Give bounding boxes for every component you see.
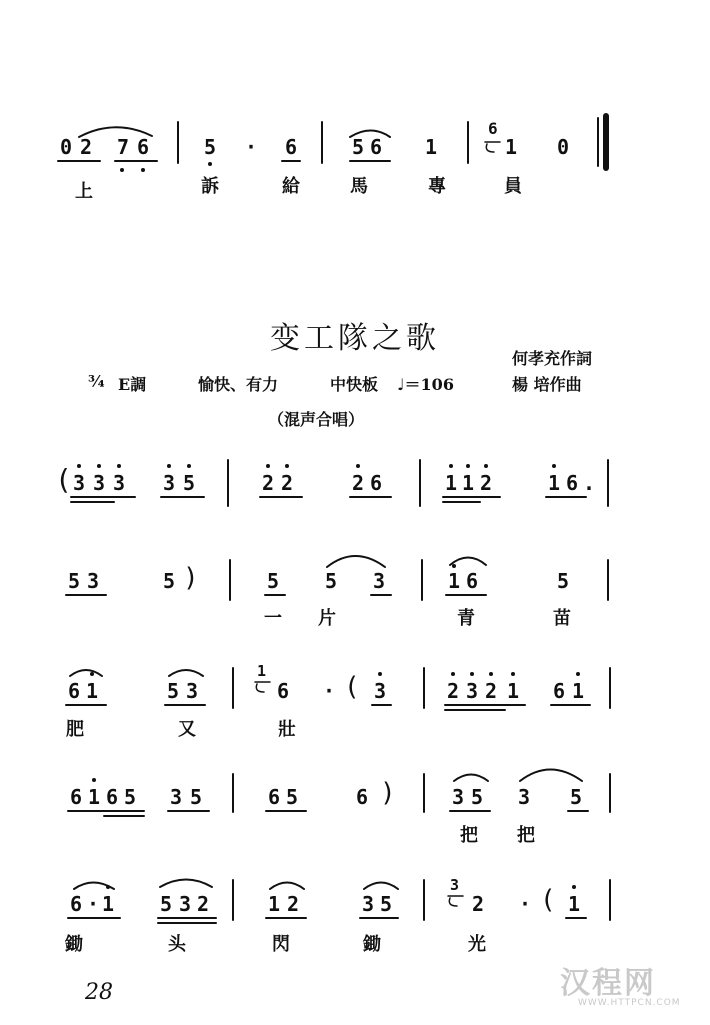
- note: 5: [68, 569, 81, 593]
- octave-dot: [449, 464, 453, 468]
- dot: ·: [519, 892, 532, 916]
- slur: [79, 127, 152, 137]
- watermark-brand: 汉程网: [560, 966, 656, 1001]
- note: 0: [557, 135, 570, 159]
- expression-mark: 愉快、有力: [198, 375, 279, 394]
- note: 6: [466, 569, 479, 593]
- octave-dot: [572, 885, 576, 889]
- lyric: 壯: [278, 719, 296, 740]
- note: 1: [448, 569, 461, 593]
- note: 6: [566, 471, 579, 495]
- close-paren: ): [380, 778, 396, 808]
- octave-dot: [187, 464, 191, 468]
- octave-dot: [92, 778, 96, 782]
- note: 6: [268, 785, 281, 809]
- note: 1: [462, 471, 475, 495]
- note: 3: [466, 679, 479, 703]
- lyric: 訴: [201, 176, 219, 197]
- note: 3: [518, 785, 531, 809]
- octave-dot: [489, 672, 493, 676]
- note: 2: [352, 471, 365, 495]
- slur: [364, 883, 398, 890]
- note: 2: [197, 892, 210, 916]
- tempo-mark: ♩＝106: [397, 375, 454, 394]
- note: 7: [117, 135, 130, 159]
- lyric: 肥: [66, 719, 84, 740]
- note: 1: [548, 471, 561, 495]
- note: 3: [113, 471, 126, 495]
- note: 2: [262, 471, 275, 495]
- lyricist-credit: 何孝充作詞: [512, 349, 593, 368]
- slur: [327, 556, 385, 567]
- note: 2: [80, 135, 93, 159]
- note: 3: [163, 471, 176, 495]
- note: 5: [267, 569, 280, 593]
- open-paren: (: [55, 463, 72, 496]
- octave-dot: [451, 672, 455, 676]
- lyric: 光: [468, 934, 486, 955]
- note: 5: [167, 679, 180, 703]
- tempo-text: 中快板: [330, 375, 379, 394]
- slur: [450, 558, 486, 566]
- note: 6: [370, 135, 383, 159]
- composer-credit: 楊 培作曲: [512, 375, 582, 394]
- note: 5: [380, 892, 393, 916]
- note: 6: [277, 679, 290, 703]
- octave-dot: [484, 464, 488, 468]
- close-paren: ): [183, 563, 199, 593]
- note: 6: [70, 785, 83, 809]
- open-paren: (: [344, 672, 360, 702]
- lyric: 苗: [553, 608, 571, 629]
- note: 2: [472, 892, 485, 916]
- note: 6: [137, 135, 150, 159]
- note: 1: [268, 892, 281, 916]
- grace-note: 3: [450, 876, 460, 894]
- lyric: 青: [457, 608, 475, 629]
- note: 5: [570, 785, 583, 809]
- octave-dot: [576, 672, 580, 676]
- note: 2: [287, 892, 300, 916]
- slur: [350, 131, 390, 138]
- octave-dot: [120, 168, 124, 172]
- note: 1: [102, 892, 115, 916]
- octave-dot: [511, 672, 515, 676]
- song-title: 变工隊之歌: [270, 321, 440, 356]
- note: 1: [425, 135, 438, 159]
- open-paren: (: [540, 885, 556, 915]
- octave-dot: [470, 672, 474, 676]
- octave-dot: [106, 885, 110, 889]
- slur: [70, 670, 102, 676]
- lyric: 上: [75, 181, 93, 202]
- slur: [160, 880, 212, 888]
- note: 1: [507, 679, 520, 703]
- slur: [270, 883, 304, 890]
- note: 6: [285, 135, 298, 159]
- note: 1: [86, 679, 99, 703]
- lyric: 把: [517, 825, 535, 846]
- note: 2: [480, 471, 493, 495]
- note: 3: [362, 892, 375, 916]
- watermark-url: WWW.HTTPCN.COM: [578, 998, 681, 1008]
- note: 3: [373, 569, 386, 593]
- note: 1: [568, 892, 581, 916]
- note: 1: [445, 471, 458, 495]
- note: 6: [370, 471, 383, 495]
- note: 5: [124, 785, 137, 809]
- lyric: 头: [168, 934, 186, 955]
- octave-dot: [466, 464, 470, 468]
- note: 6: [553, 679, 566, 703]
- slur: [520, 770, 582, 782]
- octave-dot: [285, 464, 289, 468]
- octave-dot: [208, 162, 212, 166]
- note: 6: [356, 785, 369, 809]
- note: 1: [88, 785, 101, 809]
- octave-dot: [117, 464, 121, 468]
- slur: [454, 775, 488, 782]
- note: 3: [87, 569, 100, 593]
- grace-note: 6: [488, 119, 498, 138]
- note: ·: [245, 135, 258, 159]
- grace-slur: [256, 684, 264, 692]
- grace-note: 1: [257, 662, 267, 680]
- note: 5: [352, 135, 365, 159]
- octave-dot: [452, 564, 456, 568]
- note: 5: [163, 569, 176, 593]
- note: 3: [452, 785, 465, 809]
- note: 3: [179, 892, 192, 916]
- note: 6: [106, 785, 119, 809]
- note: 5: [183, 471, 196, 495]
- note: 6: [68, 679, 81, 703]
- key-signature: E調: [118, 375, 147, 394]
- performance-note: （混声合唱）: [268, 410, 365, 429]
- dot: ·: [323, 679, 336, 703]
- octave-dot: [77, 464, 81, 468]
- note: 3: [374, 679, 387, 703]
- note: 2: [447, 679, 460, 703]
- grace-slur: [486, 144, 494, 152]
- note: 0: [60, 135, 73, 159]
- octave-dot: [167, 464, 171, 468]
- note: 3: [186, 679, 199, 703]
- lyric: 給: [282, 176, 300, 197]
- octave-dot: [90, 672, 94, 676]
- dot: .: [583, 471, 596, 495]
- octave-dot: [97, 464, 101, 468]
- lyric: 閃: [272, 934, 290, 955]
- note: 3: [170, 785, 183, 809]
- lyric: 把: [460, 825, 478, 846]
- octave-dot: [266, 464, 270, 468]
- note: 5: [160, 892, 173, 916]
- lyric: 又: [178, 719, 196, 740]
- note: 2: [485, 679, 498, 703]
- note: 5: [286, 785, 299, 809]
- lyric: 員: [504, 176, 522, 197]
- lyric: 片: [318, 608, 336, 629]
- time-signature: ¾: [88, 372, 105, 391]
- lyric: 馬: [350, 176, 368, 197]
- note: 2: [281, 471, 294, 495]
- grace-slur: [449, 898, 457, 906]
- octave-dot: [378, 672, 382, 676]
- octave-dot: [356, 464, 360, 468]
- note: 5: [325, 569, 338, 593]
- note: 5: [190, 785, 203, 809]
- octave-dot: [141, 168, 145, 172]
- dot: ·: [87, 892, 100, 916]
- note: 6: [70, 892, 83, 916]
- note: 1: [572, 679, 585, 703]
- note: 3: [93, 471, 106, 495]
- note: 5: [557, 569, 570, 593]
- octave-dot: [552, 464, 556, 468]
- page-number: 28: [85, 980, 113, 1005]
- lyric: 鋤: [363, 934, 381, 955]
- note: 5: [204, 135, 217, 159]
- note: 3: [73, 471, 86, 495]
- note: 5: [471, 785, 484, 809]
- lyric: 鋤: [65, 934, 83, 955]
- note: 1: [505, 135, 518, 159]
- lyric: 專: [428, 176, 446, 197]
- lyric: 一: [264, 608, 282, 629]
- slur: [169, 670, 203, 676]
